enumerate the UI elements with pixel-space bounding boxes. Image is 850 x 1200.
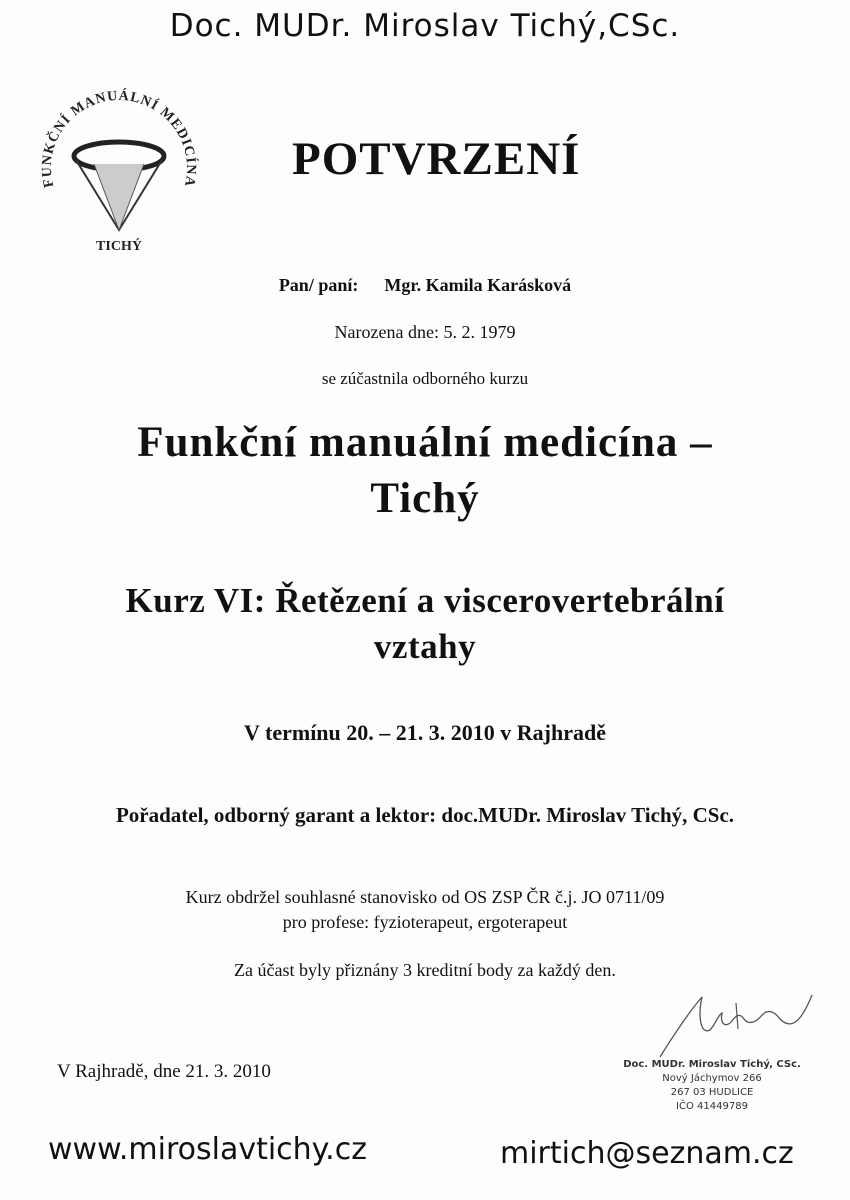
birth-date: Narozena dne: 5. 2. 1979 [334, 322, 516, 342]
course-sub-line2: vztahy [373, 627, 477, 666]
person-label: Pan/ paní: [278, 275, 359, 295]
stamp-line1: Doc. MUDr. Miroslav Tichý, CSc. [623, 1059, 801, 1070]
place-date: V Rajhradě, dne 21. 3. 2010 [57, 1061, 271, 1082]
person-row [0, 275, 850, 296]
signature [640, 985, 830, 1065]
logo-bottom-text: TICHÝ [96, 239, 142, 254]
stamp-line3: 267 03 HUDLICE [670, 1087, 754, 1098]
signature-icon [640, 985, 830, 1065]
header-doctor-name: Doc. MUDr. Miroslav Tichý,CSc. [169, 8, 681, 44]
approval-line1: Kurz obdržel souhlasné stanovisko od OS ZSP ČR č.j. JO 0711/09 [185, 887, 665, 907]
course-organizer: Pořadatel, odborný garant a lektor: doc.MUDr. Miroslav Tichý, CSc. [115, 803, 735, 827]
course-logo [24, 78, 214, 268]
course-title-line2: Tichý [370, 475, 480, 522]
course-title [0, 415, 850, 527]
stamp-line4: IČO 41449789 [676, 1101, 748, 1112]
website-link[interactable]: www.miroslavtichy.cz [48, 1132, 367, 1167]
logo-ring-text: FUNKČNÍ MANUÁLNÍ MEDICÍNA [39, 88, 199, 189]
approval-line2: pro profese: fyzioterapeut, ergoterapeut [282, 912, 568, 932]
person-name: Mgr. Kamila Karásková [384, 275, 572, 295]
credits-text: Za účast byly přiznány 3 kreditní body za každý den. [234, 960, 616, 980]
course-subtitle [0, 578, 850, 670]
approval-text [0, 885, 850, 935]
attended-text: se zúčastnila odborného kurzu [321, 369, 529, 388]
stamp-line2: Nový Jáchymov 266 [662, 1073, 762, 1084]
course-term: V termínu 20. – 21. 3. 2010 v Rajhradě [244, 720, 606, 745]
document-title: POTVRZENÍ [292, 133, 581, 185]
course-title-line1: Funkční manuální medicína – [137, 419, 713, 466]
funnel-logo-icon [24, 78, 214, 268]
course-sub-line1: Kurz VI: Řetězení a viscerovertebrální [125, 581, 725, 620]
address-stamp [612, 1058, 812, 1114]
email-link[interactable]: mirtich@seznam.cz [500, 1136, 794, 1171]
